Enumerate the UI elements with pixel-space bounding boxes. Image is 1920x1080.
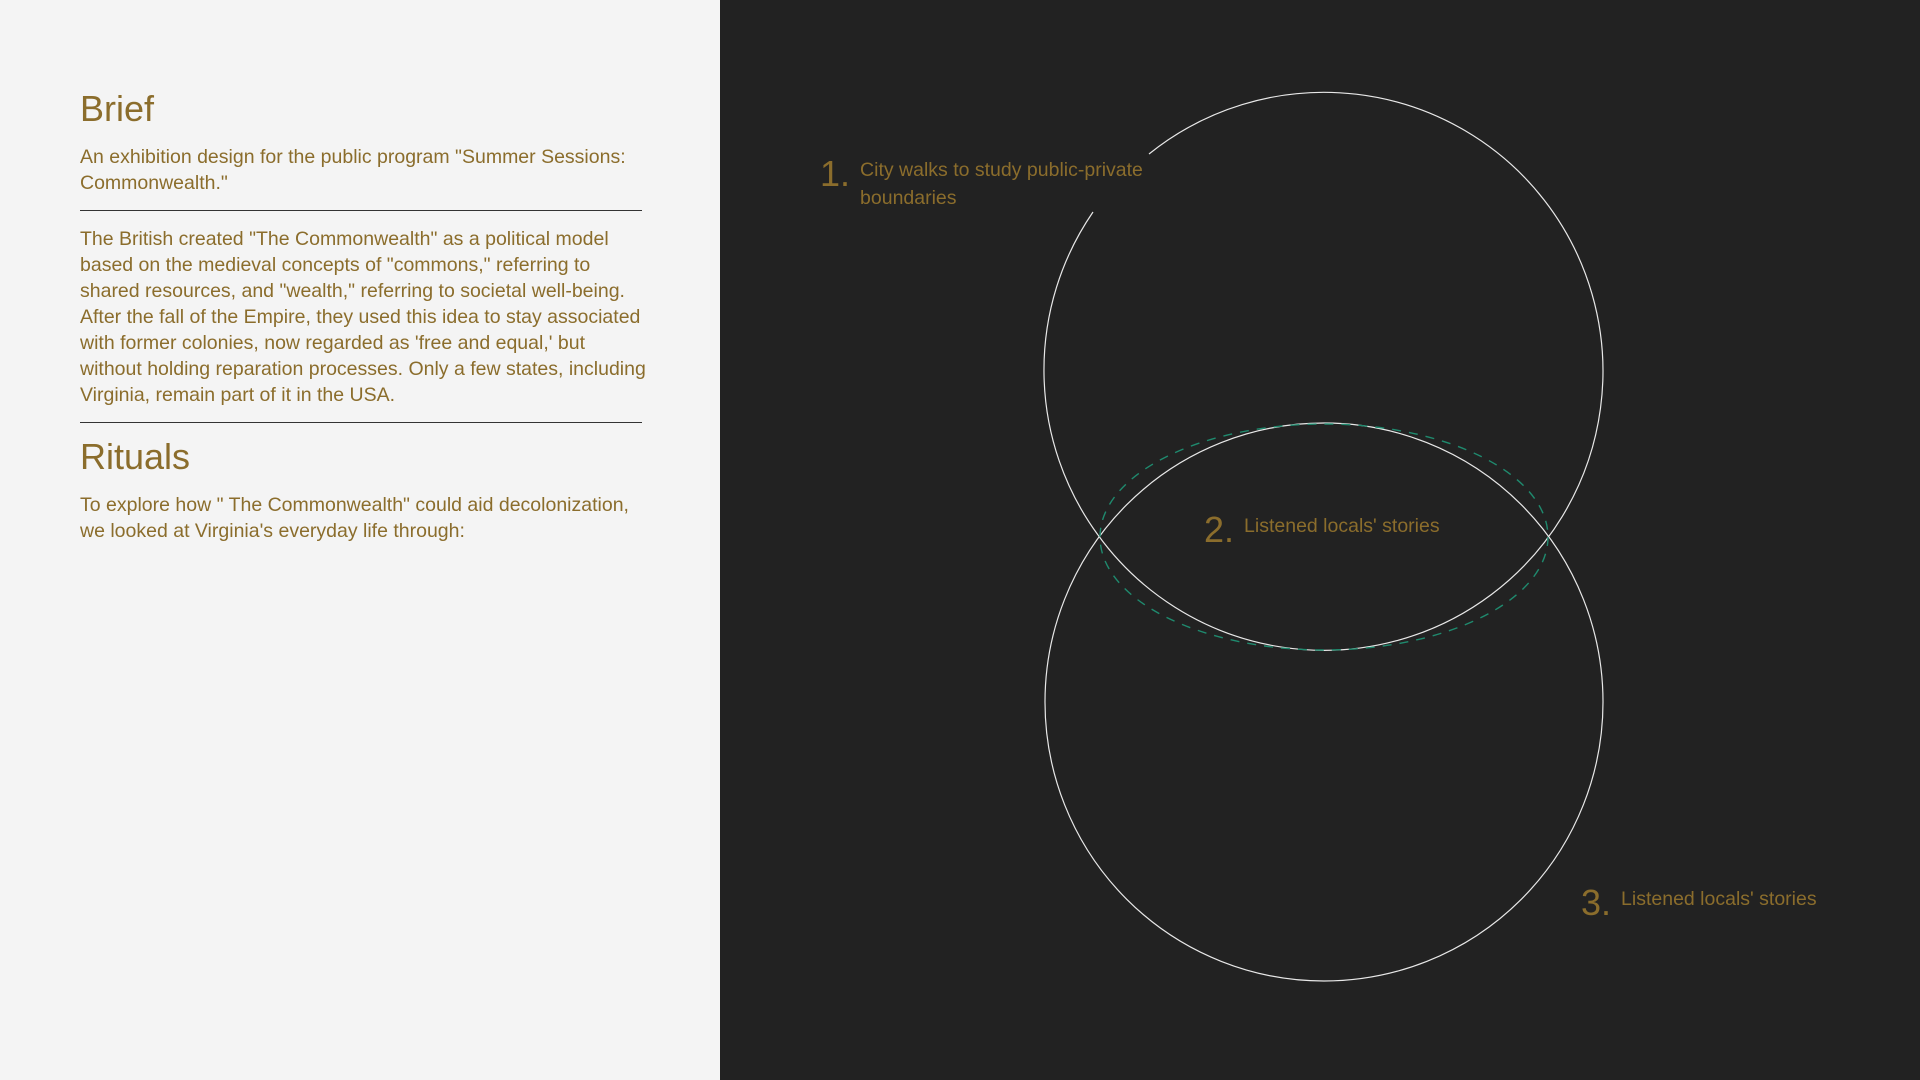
step-3-label: Listened locals' stories xyxy=(1621,888,1817,910)
rituals-body: To explore how " The Commonwealth" could aid decolonization, we looked at Virginia's everyday life through: xyxy=(80,494,629,542)
step-1 xyxy=(820,153,1170,212)
brief-panel xyxy=(0,0,720,1080)
step-2-number: 2. xyxy=(1204,509,1235,550)
brief-heading: Brief xyxy=(80,88,155,129)
step-3 xyxy=(1581,882,1817,923)
step-1-number: 1. xyxy=(820,153,851,194)
step-3-number: 3. xyxy=(1581,882,1612,923)
divider xyxy=(80,210,642,211)
brief-intro: An exhibition design for the public program "Summer Sessions: Commonwealth." xyxy=(80,146,626,194)
top-circle xyxy=(1098,92,1603,650)
divider xyxy=(80,422,642,423)
rituals-diagram-panel xyxy=(720,0,1920,1080)
rituals-heading: Rituals xyxy=(80,436,191,477)
bottom-circle xyxy=(1045,423,1603,981)
step-2-label: Listened locals' stories xyxy=(1244,515,1440,537)
step-1-label: City walks to study public-private boundaries xyxy=(860,159,1143,209)
top-circle-left-arc xyxy=(1044,212,1098,535)
brief-body: The British created "The Commonwealth" as a political model based on the medieval concepts of "commons," referring to shared resources, and "wealth," referring to societal well-being. After the fall of the Empire, they used this idea to stay associated with former colonies, now regarded as 'free and equal,' but without holding reparation processes. Only a few states, including Virginia, remain part of it in the USA. xyxy=(80,228,646,406)
step-2 xyxy=(1204,509,1440,550)
